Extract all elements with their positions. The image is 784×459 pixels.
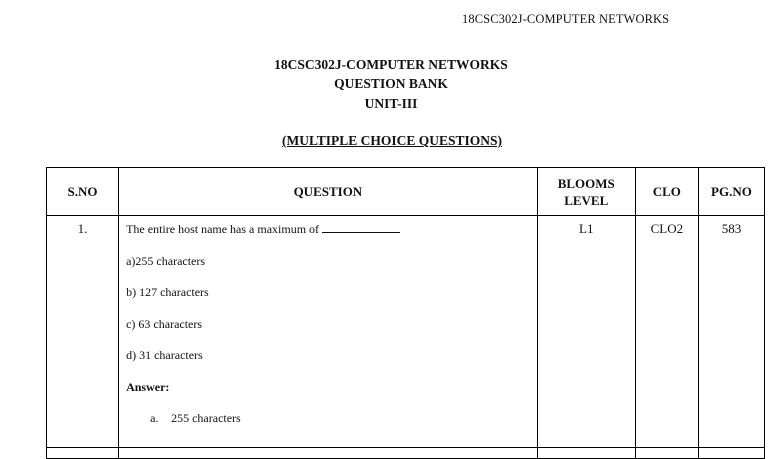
option-d: d) 31 characters xyxy=(126,348,203,362)
next-row-cell xyxy=(119,448,538,459)
next-row-cell xyxy=(47,448,119,459)
table-row-next-partial xyxy=(47,448,765,459)
unit-title: UNIT-III xyxy=(364,96,418,111)
row-sno: 1. xyxy=(47,216,119,448)
next-row-cell xyxy=(698,448,764,459)
header-blooms-line2: LEVEL xyxy=(564,192,609,208)
next-row-cell xyxy=(635,448,698,459)
fill-in-blank xyxy=(322,222,400,233)
header-blooms-line1: BLOOMS xyxy=(557,175,615,191)
header-clo: CLO xyxy=(635,168,698,216)
row-clo: CLO2 xyxy=(635,216,698,448)
header-question: QUESTION xyxy=(119,168,538,216)
answer-label: Answer: xyxy=(126,379,170,394)
table-row xyxy=(47,216,765,448)
option-c: c) 63 characters xyxy=(126,316,203,331)
question-bank-table xyxy=(46,167,765,459)
answer-text: 255 characters xyxy=(171,411,241,425)
answer-letter: a. xyxy=(150,411,159,425)
next-row-cell xyxy=(537,448,635,459)
header-sno: S.NO xyxy=(47,168,119,216)
question-text: The entire host name has a maximum of xyxy=(126,222,320,236)
course-title: 18CSC302J-COMPUTER NETWORKS xyxy=(274,57,508,72)
section-title xyxy=(0,133,784,149)
question-cell xyxy=(119,216,538,448)
header-pgno: PG.NO xyxy=(698,168,764,216)
section-title-text: (MULTIPLE CHOICE QUESTIONS) xyxy=(281,133,503,148)
option-b: b) 127 characters xyxy=(126,285,209,299)
running-header: 18CSC302J-COMPUTER NETWORKS xyxy=(462,12,670,26)
table-header-row xyxy=(47,168,765,216)
option-a: a)255 characters xyxy=(126,253,206,268)
row-pgno: 583 xyxy=(698,216,764,448)
row-blooms-level: L1 xyxy=(537,216,635,448)
document-type-title: QUESTION BANK xyxy=(334,76,448,91)
question-text-line xyxy=(126,221,537,237)
header-blooms-level xyxy=(537,168,635,216)
answer-item xyxy=(126,410,537,426)
